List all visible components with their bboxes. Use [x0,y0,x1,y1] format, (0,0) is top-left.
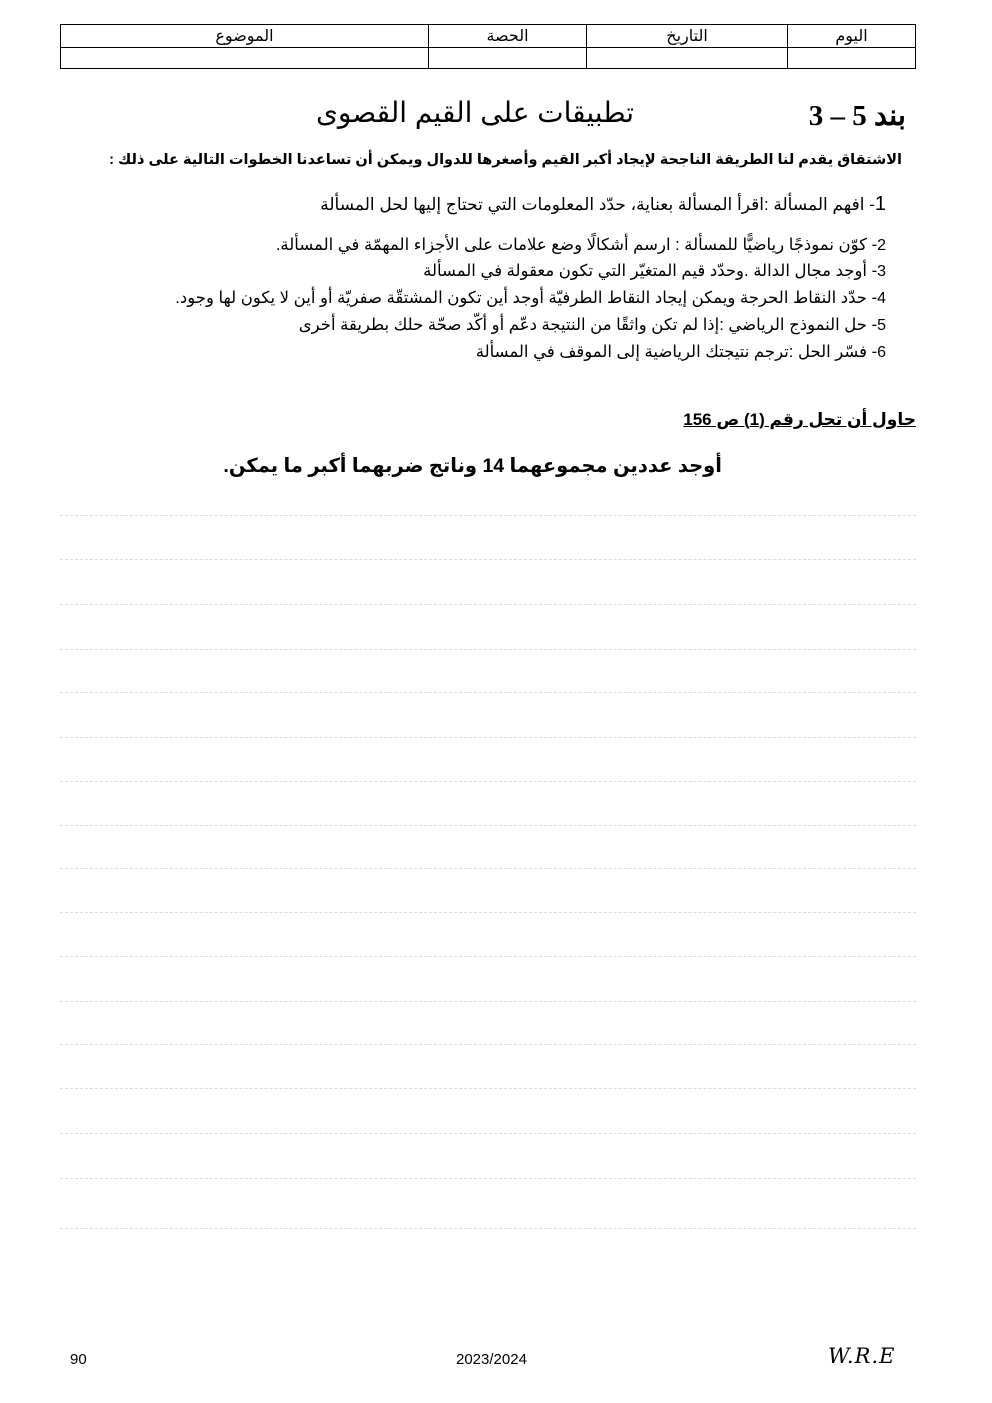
step-text: - افهم المسألة :اقرأ المسألة بعناية، حدّد المعلومات التي تحتاج إليها لحل المسألة [320,195,875,214]
ruled-line [60,604,916,605]
section-title: تطبيقات على القيم القصوى [315,97,634,128]
problem-statement: أوجد عددين مجموعهما 14 وناتج ضربهما أكبر ما يمكن. [223,455,722,477]
step-number: 6 [877,344,886,361]
date-cell [587,48,788,69]
step-text: - فسّر الحل :ترجم نتيجتك الرياضية إلى الموقف في المسألة [475,343,878,361]
exercise-reference: حاول أن تحل رقم (1) ص 156 [683,410,916,429]
header-table [60,24,916,69]
section-number: بند 5 – 3 [808,100,906,132]
subject-label: الموضوع [61,25,429,48]
day-label: اليوم [788,25,916,48]
ruled-line [60,692,916,693]
ruled-line [60,559,916,560]
session-cell [429,48,587,69]
step-number: 2 [877,237,886,254]
step-text: - أوجد مجال الدالة .وحدّد قيم المتغيّر التي تكون معقولة في المسألة [423,262,878,280]
step-number: 1 [874,193,886,215]
step-number: 4 [877,290,886,307]
ruled-line [60,956,916,957]
step-2 [276,235,886,255]
step-6 [476,342,886,362]
ruled-line [60,515,916,516]
ruled-line [60,781,916,782]
ruled-line [60,1228,916,1229]
ruled-line [60,868,916,869]
author-initials: W.R.E [828,1344,896,1368]
date-label: التاريخ [587,25,788,48]
step-3 [423,261,886,281]
subject-cell [61,48,429,69]
ruled-line [60,1001,916,1002]
ruled-line [60,1178,916,1179]
step-text: - حدّد النقاط الحرجة ويمكن إيجاد النقاط الطرفيّة أوجد أين تكون المشتقّة صفريّة أو أين لا يكون لها وجود. [175,289,878,307]
step-text: - كوّن نموذجًا رياضيًّا للمسألة : ارسم أشكالًا وضع علامات على الأجزاء المهمّة في المسألة. [275,236,878,254]
day-cell [788,48,916,69]
ruled-line [60,912,916,913]
step-number: 3 [877,263,886,280]
ruled-line [60,1088,916,1089]
ruled-line [60,825,916,826]
ruled-line [60,649,916,650]
intro-text: الاشتقاق يقدم لنا الطريقة الناجحة لإيجاد أكبر القيم وأصغرها للدوال ويمكن أن تساعدنا الخطوات التالية على ذلك : [109,152,902,168]
step-number: 5 [877,317,886,334]
school-year: 2023/2024 [456,1351,527,1368]
ruled-line [60,737,916,738]
page-number: 90 [70,1351,87,1368]
step-5 [299,315,886,335]
ruled-line [60,1044,916,1045]
step-text: - حل النموذج الرياضي :إذا لم تكن واثقًا من النتيجة دعّم أو أكّد صحّة حلك بطريقة أخرى [298,316,878,334]
session-label: الحصة [429,25,587,48]
step-4 [175,288,886,308]
ruled-line [60,1133,916,1134]
step-1 [320,193,886,216]
